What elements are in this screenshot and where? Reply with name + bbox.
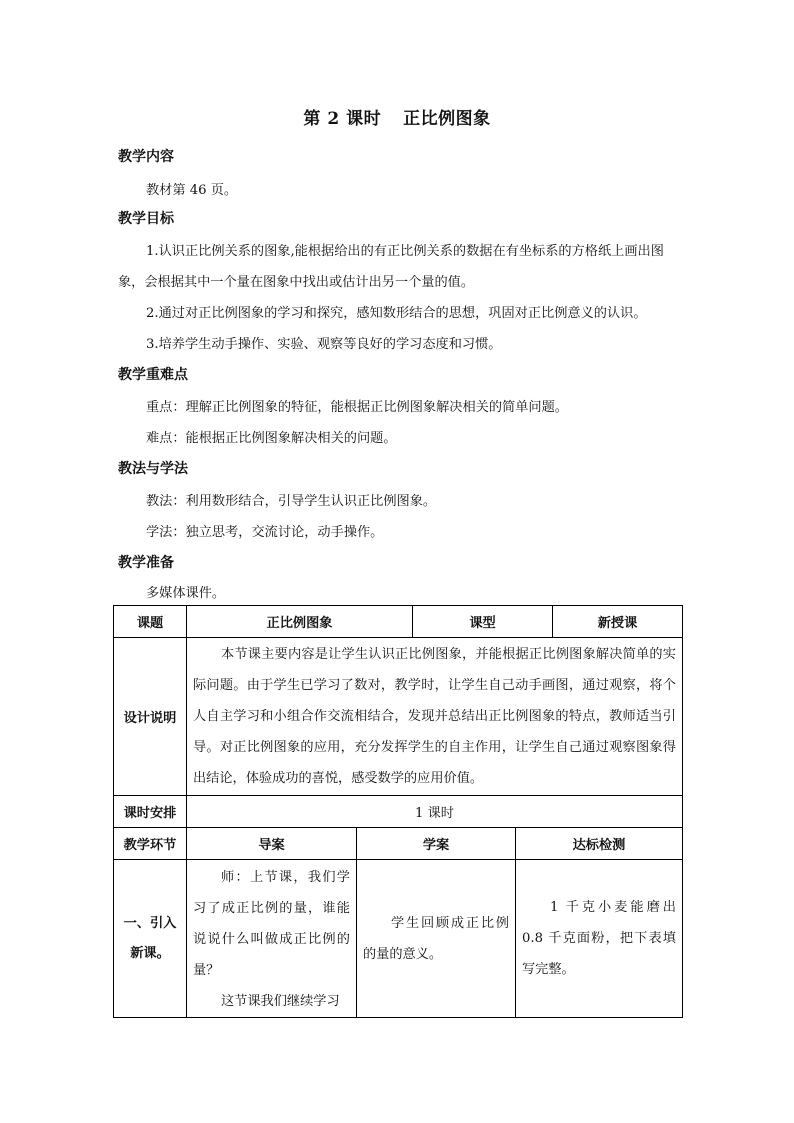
- prep-text: 多媒体课件。: [146, 586, 226, 601]
- check-header: 达标检测: [516, 828, 683, 860]
- teaching-method-text: 教法：利用数形结合，引导学生认识正比例图象。: [146, 494, 437, 509]
- heading-key-points: 教学重难点: [118, 367, 188, 383]
- table-row: [114, 606, 683, 638]
- goal-item: 2.通过对正比例图象的学习和探究，感知数形结合的思想，巩固对正比例意义的认识。: [146, 306, 647, 321]
- guide-paragraph: 师：上节课，我们学习了成正比例的量，谁能说说什么叫做成正比例的量？: [193, 870, 350, 978]
- table-row: [114, 828, 683, 860]
- type-value: 新授课: [553, 606, 683, 638]
- design-label: 设计说明: [114, 638, 187, 796]
- guide-header: 导案: [187, 828, 357, 860]
- design-text: 本节课主要内容是让学生认识正比例图象，并能根据正比例图象解决简单的实际问题。由于学生已学习了数对，教学时，让学生自己动手画图，通过观察，将个人自主学习和小组合作交流相结合，发现并总结出正比例图象的特点，教师适当引导。对正比例图象的应用，充分发挥学生的自主作用，让学生自己通过观察图象得出结论，体验成功的喜悦，感受数学的应用价值。: [187, 638, 683, 796]
- guide-cell: [187, 860, 357, 1018]
- heading-content: 教学内容: [118, 149, 174, 165]
- goal-item: 1.认识正比例关系的图象,能根据给出的有正比例关系的数据在有坐标系的方格纸上画出图象，会根据其中一个量在图象中找出或估计出另一个量的值。: [118, 244, 664, 290]
- stage-label: 教学环节: [114, 828, 187, 860]
- difficulty-text: 难点：能根据正比例图象解决相关的问题。: [146, 431, 397, 446]
- content-text: 教材第 46 页。: [146, 183, 238, 198]
- heading-methods: 教法与学法: [118, 461, 188, 477]
- stage-intro-label: 一、引入新课。: [114, 860, 187, 1018]
- table-row: [114, 638, 683, 796]
- topic-value: 正比例图象: [187, 606, 413, 638]
- type-label: 课型: [413, 606, 553, 638]
- page-title: 第 2 课时 正比例图象: [303, 109, 491, 129]
- lesson-table: [113, 605, 683, 1018]
- focus-text: 重点：理解正比例图象的特征，能根据正比例图象解决相关的简单问题。: [146, 400, 568, 415]
- guide-paragraph: 这节课我们继续学习: [221, 994, 340, 1009]
- topic-label: 课题: [114, 606, 187, 638]
- schedule-label: 课时安排: [114, 796, 187, 828]
- study-header: 学案: [357, 828, 516, 860]
- goal-item: 3.培养学生动手操作、实验、观察等良好的学习态度和习惯。: [146, 337, 502, 352]
- learning-method-text: 学法：独立思考，交流讨论，动手操作。: [146, 525, 384, 540]
- heading-prep: 教学准备: [118, 555, 174, 571]
- study-cell: 学生回顾成正比例的量的意义。: [357, 860, 516, 1018]
- table-row: [114, 860, 683, 1018]
- check-cell: 1 千克小麦能磨出 0.8 千克面粉，把下表填写完整。: [516, 860, 683, 1018]
- schedule-value: 1 课时: [187, 796, 683, 828]
- heading-goals: 教学目标: [118, 211, 174, 227]
- table-row: [114, 796, 683, 828]
